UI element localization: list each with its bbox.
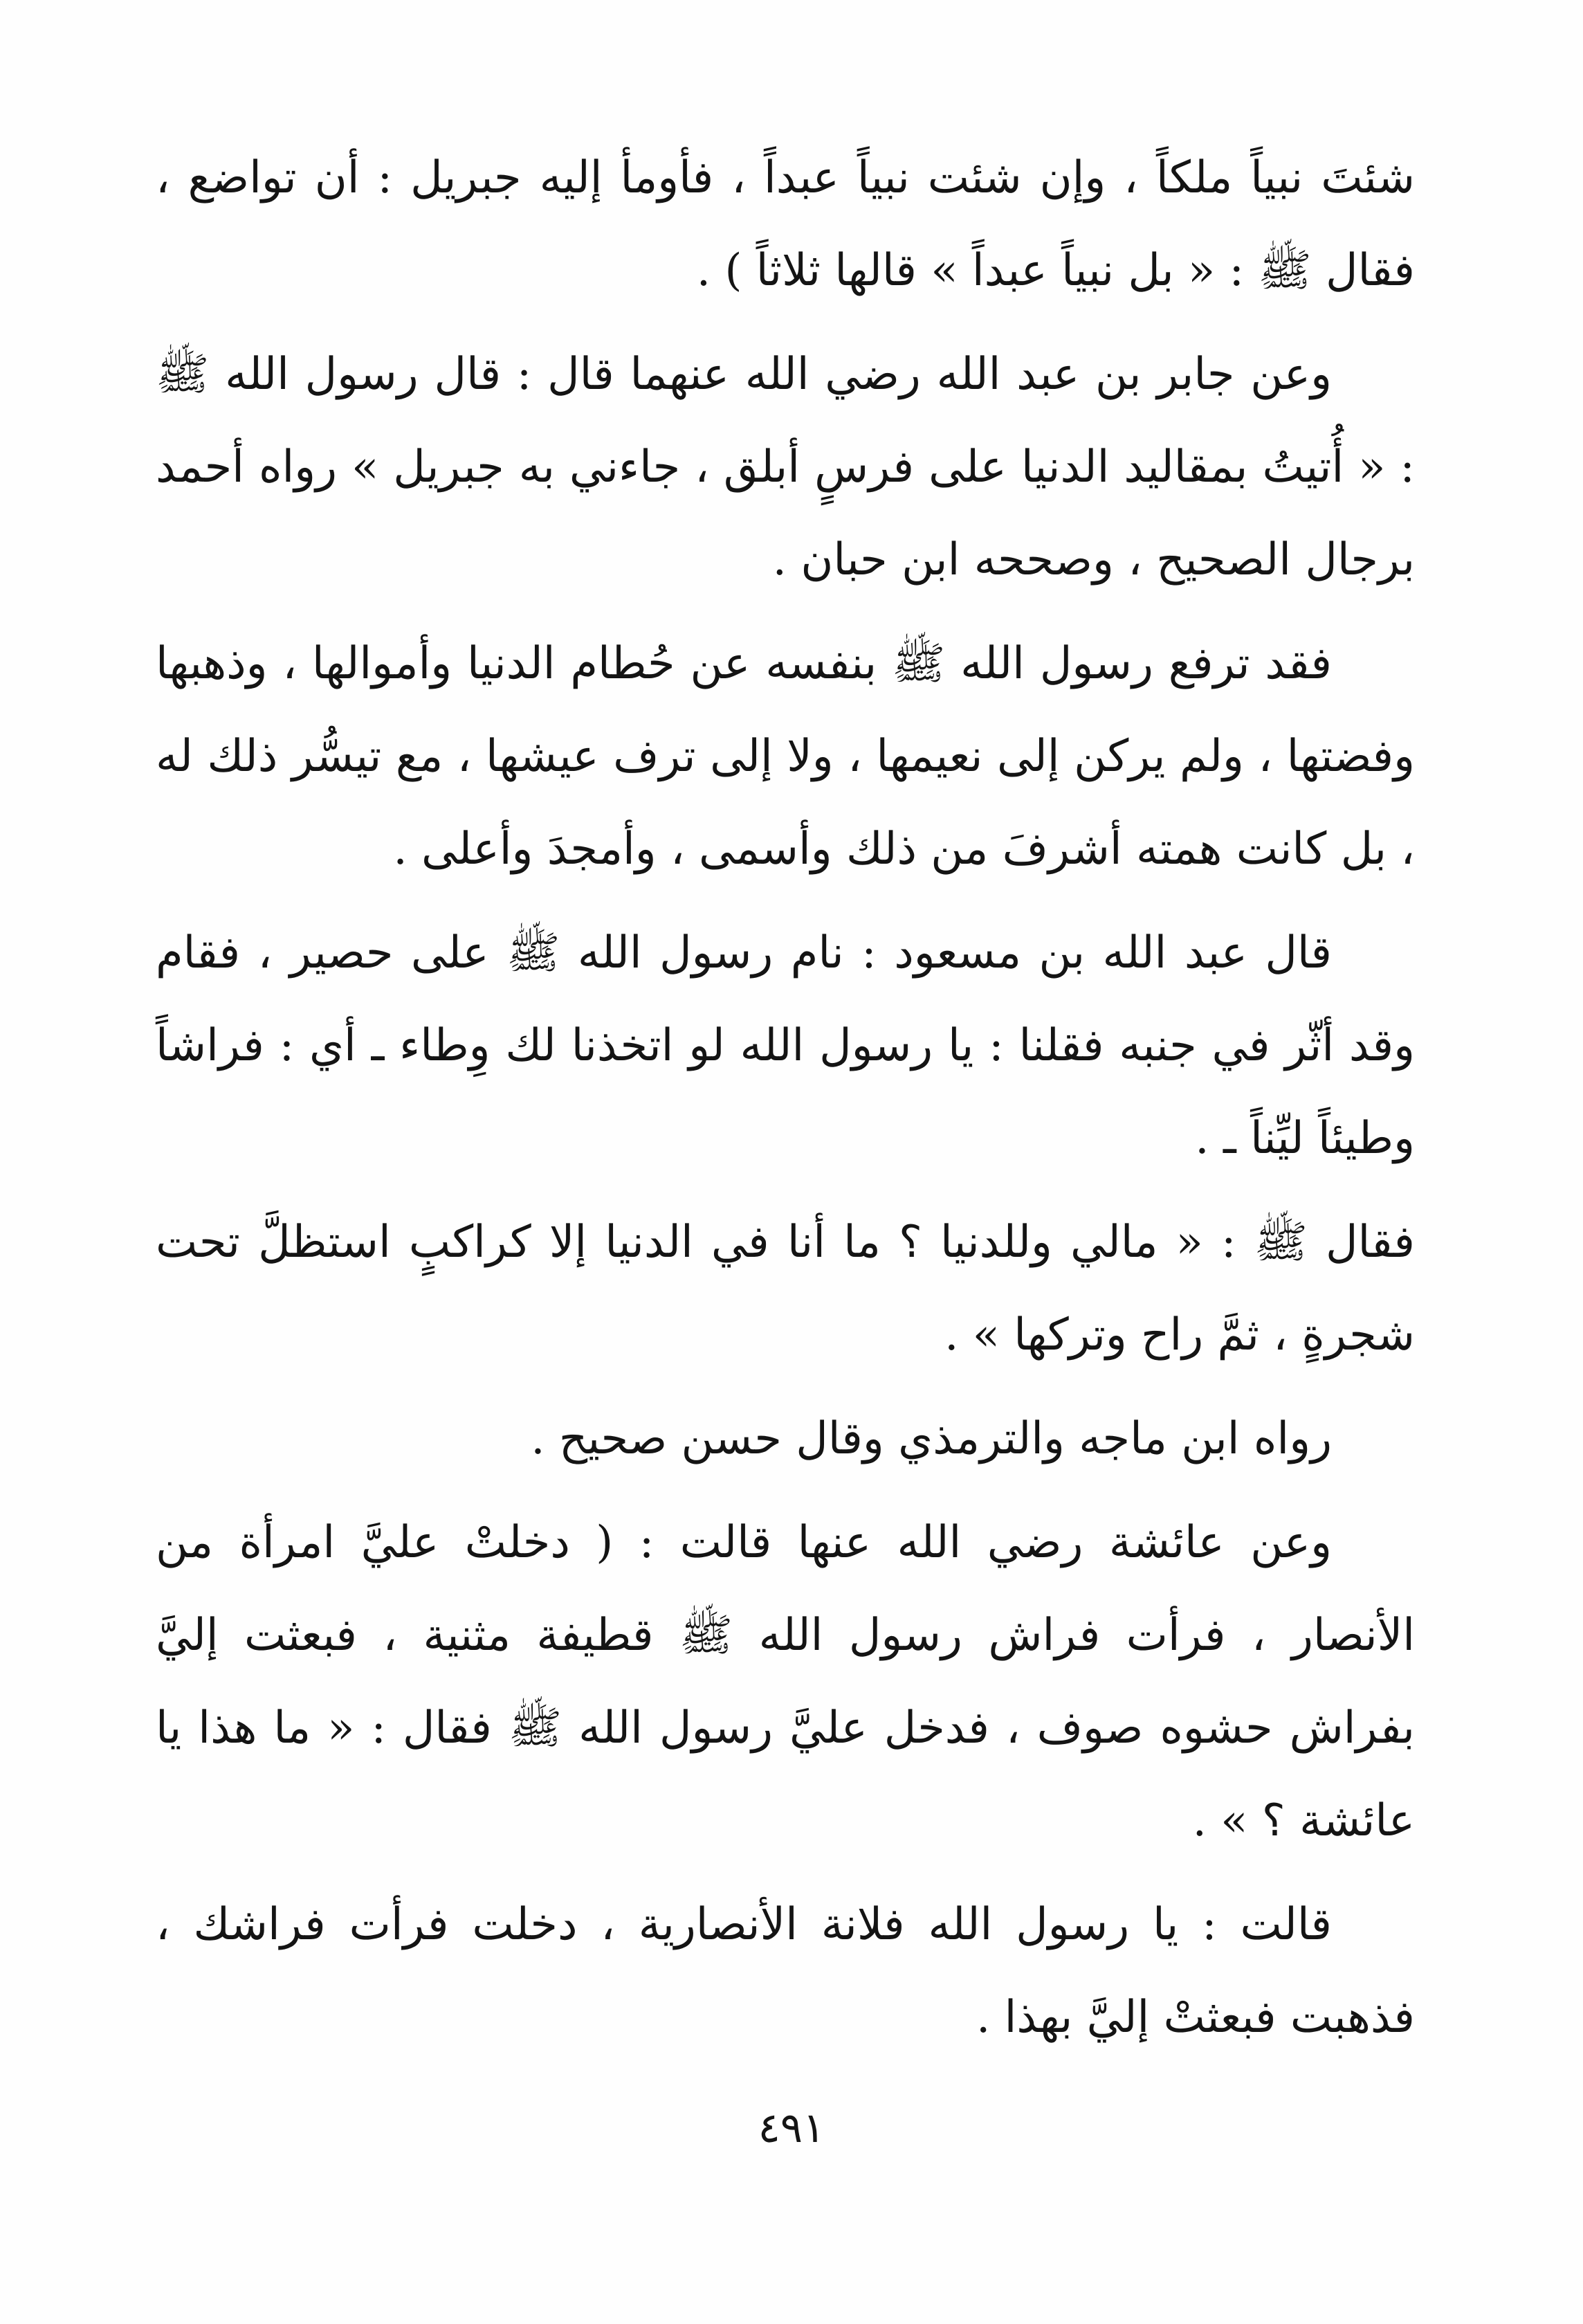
page-number: ٤٩١ (758, 2104, 825, 2152)
paragraph-8: قالت : يا رسول الله فلانة الأنصارية ، دخلت فرأت فراشك ، فذهبت فبعثتْ إليَّ بهذا . (156, 1899, 1415, 2043)
paragraph-1: شئتَ نبياً ملكاً ، وإن شئت نبياً عبداً ، فأومأ إليه جبريل : أن تواضع ، فقال ﷺ : « بل نبياً عبداً » قالها ثلاثاً ) . (156, 152, 1415, 296)
paragraph-3: فقد ترفع رسول الله ﷺ بنفسه عن حُطام الدنيا وأموالها ، وذهبها وفضتها ، ولم يركن إلى نعيمها ، ولا إلى ترف عيشها ، مع تيسُّر ذلك له ، بل كانت همته أشرفَ من ذلك وأسمى ، وأمجدَ وأعلى . (156, 638, 1415, 875)
paragraph-4: قال عبد الله بن مسعود : نام رسول الله ﷺ على حصير ، فقام وقد أثّر في جنبه فقلنا : يا رسول الله لو اتخذنا لك وِطاء ـ أي : فراشاً وطيئاً ليِّناً ـ . (156, 927, 1415, 1164)
paragraph-5: فقال ﷺ : « مالي وللدنيا ؟ ما أنا في الدنيا إلا كراكبٍ استظلَّ تحت شجرةٍ ، ثمَّ راح وتركها » . (156, 1217, 1415, 1361)
paragraph-7: وعن عائشة رضي الله عنها قالت : ( دخلتْ عليَّ امرأة من الأنصار ، فرأت فراش رسول الله ﷺ قطيفة مثنية ، فبعثت إليَّ بفراش حشوه صوف ، فدخل عليَّ رسول الله ﷺ فقال : « ما هذا يا عائشة ؟ » . (156, 1517, 1416, 1846)
body-text (156, 131, 1415, 2075)
paragraph-2: وعن جابر بن عبد الله رضي الله عنهما قال : قال رسول الله ﷺ : « أُتيتُ بمقاليد الدنيا على فرسٍ أبلق ، جاءني به جبريل » رواه أحمد برجال الصحيح ، وصححه ابن حبان . (156, 349, 1415, 585)
paragraph-6: رواه ابن ماجه والترمذي وقال حسن صحيح . (531, 1413, 1332, 1464)
